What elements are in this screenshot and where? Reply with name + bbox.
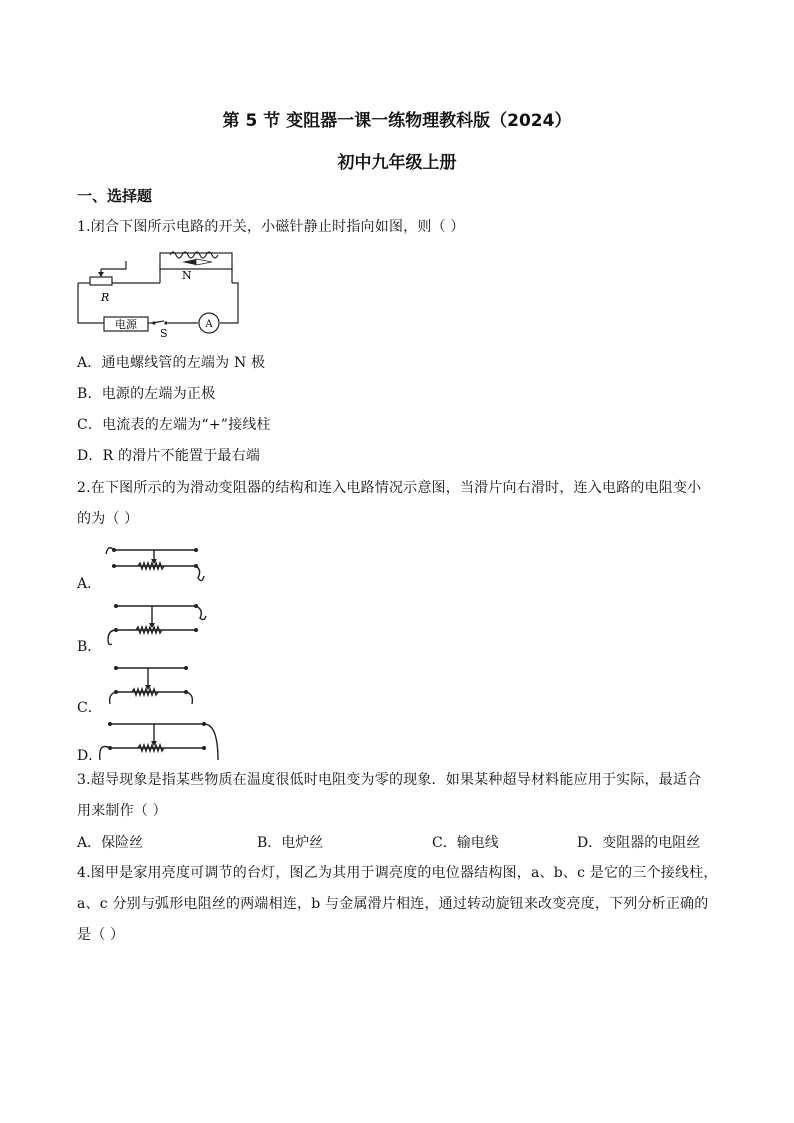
q3-option-d: D．变阻器的电阻丝 <box>577 835 701 851</box>
q2-option-b-label: B． <box>77 639 102 655</box>
section-heading: 一、选择题 <box>77 187 153 205</box>
q2-stem-line1: 2.在下图所示的为滑动变阻器的结构和连入电路情况示意图，当滑片向右滑时，连入电路的电阻变小 <box>77 480 702 496</box>
q2-stem-line2: 的为（ ） <box>77 511 139 527</box>
q3-stem-line2: 用来制作（ ） <box>77 803 167 819</box>
q3-stem-line1: 3.超导现象是指某些物质在温度很低时电阻变为零的现象．如果某种超导材料能应用于实际，最适合 <box>77 772 702 788</box>
q4-stem-line2: a、c 分别与弧形电阻丝的两端相连，b 与金属滑片相连，通过转动旋钮来改变亮度，下列分析正确的 <box>77 896 709 912</box>
power-source-label: 电源 <box>115 318 137 331</box>
page-title: 第 5 节 变阻器一课一练物理教科版（2024） <box>222 111 572 131</box>
q2-option-c-figure <box>100 660 200 710</box>
q1-stem: 1.闭合下图所示电路的开关，小磁针静止时指向如图，则（ ） <box>77 219 465 235</box>
q2-option-d-label: D． <box>77 748 103 764</box>
q1-circuit-figure <box>74 243 244 339</box>
q3-option-b: B．电炉丝 <box>257 835 324 851</box>
q3-option-c: C．输电线 <box>432 835 499 851</box>
q2-option-a-figure <box>100 538 210 588</box>
q4-stem-line3: 是（ ） <box>77 927 125 943</box>
q4-stem-line1: 4.图甲是家用亮度可调节的台灯，图乙为其用于调亮度的电位器结构图，a、b、c 是它的三个接线柱， <box>77 865 718 881</box>
page-subtitle: 初中九年级上册 <box>337 153 457 173</box>
q1-option-c: C．电流表的左端为“+”接线柱 <box>77 417 271 433</box>
q1-option-a: A．通电螺线管的左端为 N 极 <box>77 355 266 371</box>
q2-option-c-label: C． <box>77 700 102 716</box>
q1-option-b: B．电源的左端为正极 <box>77 386 216 402</box>
q2-option-b-figure <box>100 598 210 650</box>
n-label: N <box>182 269 192 282</box>
ammeter-label: A <box>205 319 213 330</box>
q3-option-a: A．保险丝 <box>77 835 144 851</box>
q2-option-d-figure <box>92 716 222 760</box>
r-label: R <box>101 291 110 304</box>
switch-label: S <box>160 327 168 339</box>
q1-option-d: D．R 的滑片不能置于最右端 <box>77 448 261 464</box>
q2-option-a-label: A． <box>77 576 102 592</box>
